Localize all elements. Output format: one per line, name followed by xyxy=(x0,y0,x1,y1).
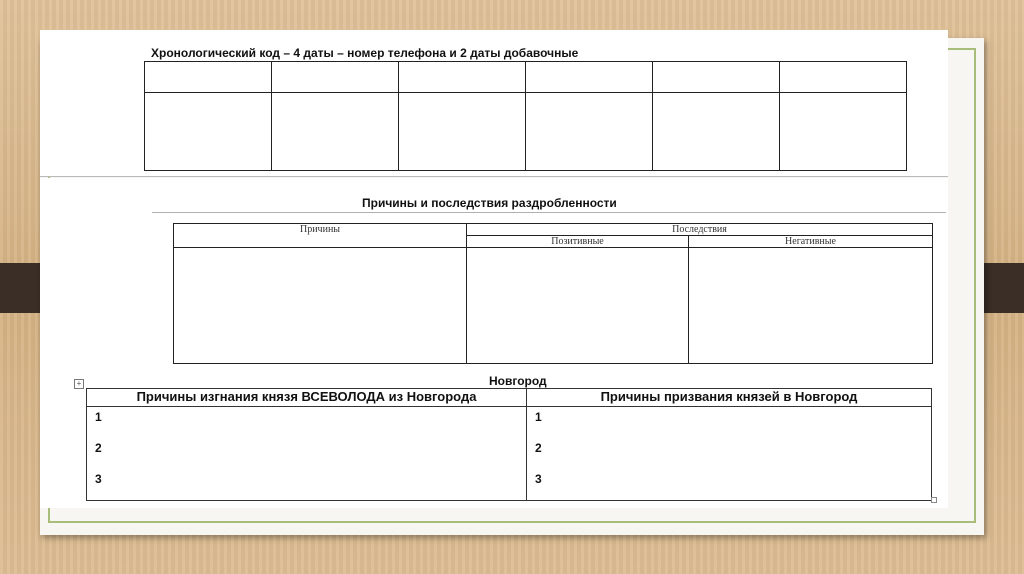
consequences-header: Последствия xyxy=(467,224,933,236)
chrono-cell[interactable] xyxy=(526,93,653,171)
negative-header: Негативные xyxy=(689,236,933,248)
page-divider xyxy=(40,176,948,177)
positive-header: Позитивные xyxy=(467,236,689,248)
chrono-cell[interactable] xyxy=(653,62,780,93)
list-number: 3 xyxy=(535,472,542,486)
chrono-cell[interactable] xyxy=(526,62,653,93)
invitation-cell[interactable] xyxy=(527,407,932,501)
list-number: 1 xyxy=(535,410,542,424)
list-number: 1 xyxy=(95,410,102,424)
ruler-line xyxy=(152,212,946,213)
negative-cell[interactable] xyxy=(689,248,933,364)
invitation-header: Причины призвания князей в Новгород xyxy=(527,389,932,407)
list-number: 2 xyxy=(95,441,102,455)
chronology-table xyxy=(144,61,907,171)
table-move-icon[interactable]: + xyxy=(74,379,84,389)
table-resize-handle[interactable] xyxy=(931,497,937,503)
novgorod-table xyxy=(86,388,932,501)
chrono-cell[interactable] xyxy=(780,62,907,93)
novgorod-heading: Новгород xyxy=(489,374,547,388)
fragmentation-heading: Причины и последствия раздробленности xyxy=(362,196,617,210)
fragmentation-table xyxy=(173,223,933,364)
slide-tab-left xyxy=(0,263,41,313)
chrono-cell[interactable] xyxy=(272,62,399,93)
chrono-cell[interactable] xyxy=(399,93,526,171)
chrono-cell[interactable] xyxy=(653,93,780,171)
list-number: 3 xyxy=(95,472,102,486)
chrono-cell[interactable] xyxy=(780,93,907,171)
causes-cell[interactable] xyxy=(174,248,467,364)
chronology-heading: Хронологический код – 4 даты – номер телефона и 2 даты добавочные xyxy=(151,46,579,60)
chrono-cell[interactable] xyxy=(145,62,272,93)
expulsion-header: Причины изгнания князя ВСЕВОЛОДА из Новгорода xyxy=(87,389,527,407)
causes-header: Причины xyxy=(174,224,467,248)
chrono-cell[interactable] xyxy=(399,62,526,93)
chrono-cell[interactable] xyxy=(145,93,272,171)
expulsion-cell[interactable] xyxy=(87,407,527,501)
chrono-cell[interactable] xyxy=(272,93,399,171)
positive-cell[interactable] xyxy=(467,248,689,364)
list-number: 2 xyxy=(535,441,542,455)
